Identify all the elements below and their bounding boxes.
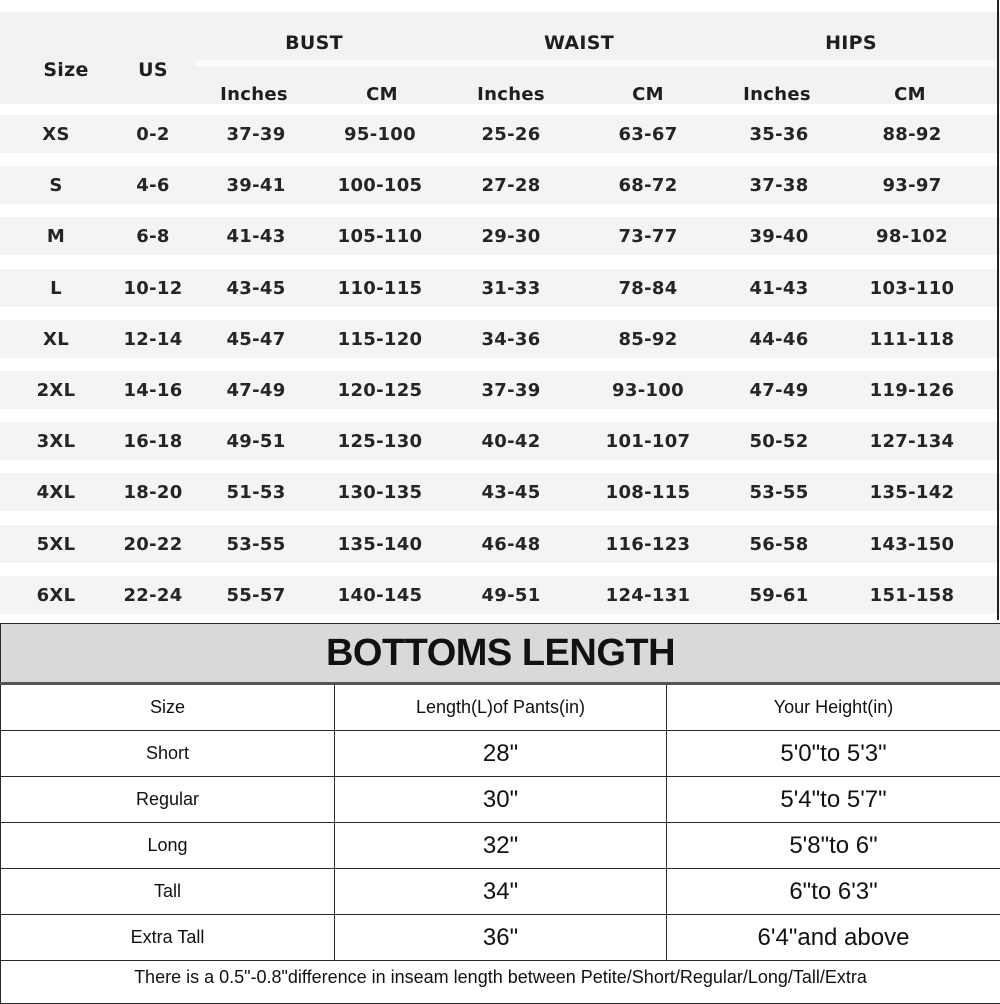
table-row <box>0 115 1000 153</box>
cell-size: 6XL <box>37 585 76 606</box>
cell-waist-cm: 101-107 <box>606 431 691 452</box>
cell-bust-inches: 55-57 <box>226 585 285 606</box>
row-size: Extra Tall <box>1 915 335 961</box>
cell-bust-inches: 39-41 <box>226 175 285 196</box>
cell-bust-cm: 100-105 <box>338 175 423 196</box>
cell-hips-cm: 119-126 <box>870 380 955 401</box>
cell-us: 18-20 <box>123 482 182 503</box>
cell-bust-inches: 51-53 <box>226 482 285 503</box>
row-height: 5'4"to 5'7" <box>667 777 1000 823</box>
cell-size: XS <box>42 124 69 145</box>
cell-hips-inches: 44-46 <box>749 329 808 350</box>
cell-waist-inches: 25-26 <box>481 124 540 145</box>
cell-bust-cm: 130-135 <box>338 482 423 503</box>
cell-hips-cm: 143-150 <box>870 534 955 555</box>
cell-size: 2XL <box>37 380 76 401</box>
cell-waist-inches: 40-42 <box>481 431 540 452</box>
cell-waist-cm: 73-77 <box>618 226 677 247</box>
cell-size: 4XL <box>37 482 76 503</box>
cell-waist-inches: 49-51 <box>481 585 540 606</box>
table-row <box>1 823 1000 869</box>
inseam-note: There is a 0.5"-0.8"difference in inseam length between Petite/Short/Regular/Long/Tall/Extra <box>1 961 1000 1004</box>
cell-bust-cm: 105-110 <box>338 226 423 247</box>
cell-hips-inches: 50-52 <box>749 431 808 452</box>
cell-us: 4-6 <box>136 175 169 196</box>
header-bust-inches: Inches <box>220 84 288 105</box>
row-height: 5'0"to 5'3" <box>667 731 1000 777</box>
cell-waist-cm: 68-72 <box>618 175 677 196</box>
row-size: Long <box>1 823 335 869</box>
cell-size: S <box>49 175 62 196</box>
row-height: 6"to 6'3" <box>667 869 1000 915</box>
chart-border <box>997 0 999 620</box>
cell-hips-inches: 39-40 <box>749 226 808 247</box>
cell-us: 14-16 <box>123 380 182 401</box>
row-size: Regular <box>1 777 335 823</box>
cell-hips-inches: 35-36 <box>749 124 808 145</box>
cell-hips-cm: 151-158 <box>870 585 955 606</box>
cell-bust-cm: 110-115 <box>338 278 423 299</box>
cell-waist-inches: 27-28 <box>481 175 540 196</box>
row-length: 36" <box>335 915 667 961</box>
cell-hips-cm: 88-92 <box>882 124 941 145</box>
cell-bust-cm: 140-145 <box>338 585 423 606</box>
cell-hips-inches: 59-61 <box>749 585 808 606</box>
bottoms-title: BOTTOMS LENGTH <box>1 624 1000 684</box>
cell-size: XL <box>43 329 69 350</box>
bottoms-length-table <box>0 623 1000 1000</box>
cell-bust-inches: 37-39 <box>226 124 285 145</box>
header-hips: HIPS <box>825 32 877 54</box>
row-length: 34" <box>335 869 667 915</box>
table-row <box>1 869 1000 915</box>
cell-bust-inches: 47-49 <box>226 380 285 401</box>
header-bust-cm: CM <box>366 84 398 105</box>
cell-waist-cm: 116-123 <box>606 534 691 555</box>
table-row <box>0 422 1000 460</box>
cell-waist-inches: 46-48 <box>481 534 540 555</box>
cell-us: 10-12 <box>123 278 182 299</box>
table-row <box>0 269 1000 307</box>
bottoms-table <box>0 623 1000 1004</box>
cell-hips-inches: 41-43 <box>749 278 808 299</box>
header-size: Size <box>43 59 88 81</box>
table-row <box>1 915 1000 961</box>
cell-size: 5XL <box>37 534 76 555</box>
cell-bust-cm: 125-130 <box>338 431 423 452</box>
cell-hips-cm: 98-102 <box>876 226 948 247</box>
cell-size: L <box>50 278 62 299</box>
header-waist: WAIST <box>544 32 614 54</box>
cell-hips-inches: 56-58 <box>749 534 808 555</box>
header-waist-cm: CM <box>632 84 664 105</box>
row-size: Tall <box>1 869 335 915</box>
header-divider <box>195 60 995 66</box>
header-height: Your Height(in) <box>667 684 1000 731</box>
cell-size: 3XL <box>37 431 76 452</box>
cell-waist-cm: 78-84 <box>618 278 677 299</box>
cell-bust-inches: 53-55 <box>226 534 285 555</box>
header-us: US <box>138 59 168 81</box>
cell-hips-cm: 127-134 <box>870 431 955 452</box>
cell-bust-cm: 95-100 <box>344 124 416 145</box>
cell-us: 12-14 <box>123 329 182 350</box>
cell-bust-inches: 41-43 <box>226 226 285 247</box>
cell-hips-inches: 47-49 <box>749 380 808 401</box>
cell-us: 20-22 <box>123 534 182 555</box>
cell-hips-cm: 135-142 <box>870 482 955 503</box>
cell-bust-cm: 135-140 <box>338 534 423 555</box>
size-chart-header <box>0 12 1000 104</box>
cell-waist-cm: 85-92 <box>618 329 677 350</box>
table-row <box>0 525 1000 563</box>
cell-bust-inches: 45-47 <box>226 329 285 350</box>
cell-hips-cm: 111-118 <box>870 329 955 350</box>
header-hips-cm: CM <box>894 84 926 105</box>
row-length: 32" <box>335 823 667 869</box>
cell-waist-inches: 43-45 <box>481 482 540 503</box>
cell-waist-cm: 63-67 <box>618 124 677 145</box>
bottoms-header-row <box>1 684 1000 731</box>
cell-hips-cm: 103-110 <box>870 278 955 299</box>
header-length: Length(L)of Pants(in) <box>335 684 667 731</box>
cell-hips-inches: 53-55 <box>749 482 808 503</box>
cell-bust-cm: 115-120 <box>338 329 423 350</box>
table-row <box>1 777 1000 823</box>
row-length: 28" <box>335 731 667 777</box>
cell-waist-inches: 34-36 <box>481 329 540 350</box>
cell-waist-inches: 29-30 <box>481 226 540 247</box>
cell-size: M <box>47 226 65 247</box>
cell-waist-inches: 31-33 <box>481 278 540 299</box>
table-row <box>0 576 1000 614</box>
table-row <box>0 473 1000 511</box>
table-row <box>0 166 1000 204</box>
header-size: Size <box>1 684 335 731</box>
cell-us: 16-18 <box>123 431 182 452</box>
cell-us: 6-8 <box>136 226 169 247</box>
cell-waist-inches: 37-39 <box>481 380 540 401</box>
table-row <box>0 320 1000 358</box>
cell-bust-inches: 43-45 <box>226 278 285 299</box>
table-row <box>1 731 1000 777</box>
cell-waist-cm: 124-131 <box>606 585 691 606</box>
cell-bust-inches: 49-51 <box>226 431 285 452</box>
cell-bust-cm: 120-125 <box>338 380 423 401</box>
cell-waist-cm: 93-100 <box>612 380 684 401</box>
header-waist-inches: Inches <box>477 84 545 105</box>
row-height: 6'4"and above <box>667 915 1000 961</box>
row-height: 5'8"to 6" <box>667 823 1000 869</box>
row-size: Short <box>1 731 335 777</box>
table-row <box>0 217 1000 255</box>
row-length: 30" <box>335 777 667 823</box>
header-bust: BUST <box>285 32 343 54</box>
header-hips-inches: Inches <box>743 84 811 105</box>
cell-waist-cm: 108-115 <box>606 482 691 503</box>
cell-us: 0-2 <box>136 124 169 145</box>
cell-hips-inches: 37-38 <box>749 175 808 196</box>
cell-us: 22-24 <box>123 585 182 606</box>
cell-hips-cm: 93-97 <box>882 175 941 196</box>
table-row <box>0 371 1000 409</box>
